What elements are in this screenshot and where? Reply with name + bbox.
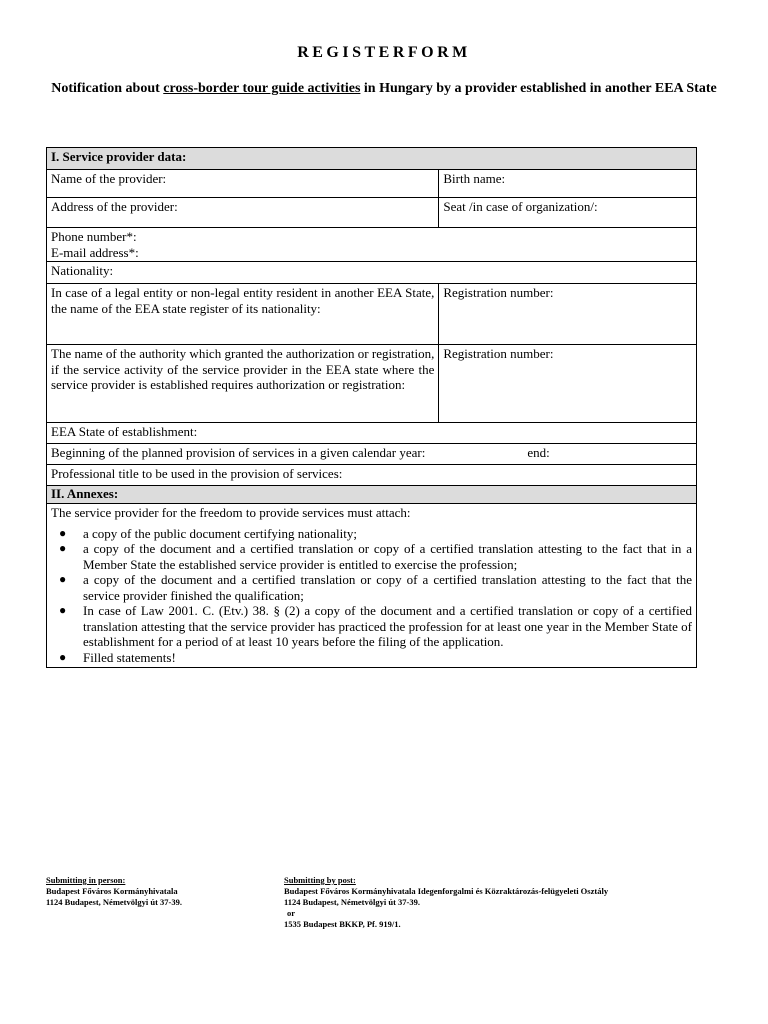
in-person-heading: Submitting in person: xyxy=(46,875,126,885)
annex-item-text: Filled statements! xyxy=(83,649,176,665)
bullet-icon: ● xyxy=(59,572,67,586)
nationality-field[interactable]: Nationality: xyxy=(47,262,697,284)
by-post-po-box: 1535 Budapest BKKP, Pf. 919/1. xyxy=(284,919,401,929)
annex-item xyxy=(59,525,692,542)
form-subtitle xyxy=(40,80,728,97)
by-post-or: or xyxy=(287,908,296,918)
annex-item-text: a copy of the public document certifying nationality; xyxy=(83,525,358,541)
in-person-address: 1124 Budapest, Németvölgyi út 37-39. xyxy=(46,897,182,907)
service-period-field[interactable] xyxy=(47,444,697,465)
in-person-office: Budapest Főváros Kormányhivatala xyxy=(46,886,178,896)
annex-item xyxy=(59,572,692,603)
seat-field[interactable]: Seat /in case of organization/: xyxy=(439,198,697,228)
phone-label: Phone number*: xyxy=(51,229,137,244)
by-post-heading: Submitting by post: xyxy=(284,875,356,885)
birth-name-field[interactable]: Birth name: xyxy=(439,170,697,198)
authority-field[interactable]: The name of the authority which granted the authorization or registration, if the service activity of the service provider in the EEA state where the service provider is established requires authorization or registration: xyxy=(47,345,439,423)
registration-number-field-2[interactable]: Registration number: xyxy=(439,345,697,423)
annex-item-text: a copy of the document and a certified translation or copy of a certified translation attesting to the fact that the service provider finished the qualification; xyxy=(83,572,692,603)
form-title: REGISTERFORM xyxy=(297,44,471,61)
bullet-icon: ● xyxy=(59,649,67,664)
submit-in-person-block xyxy=(46,875,266,908)
contact-field[interactable] xyxy=(47,228,697,262)
subtitle-underlined: cross-border tour guide activities xyxy=(163,81,361,96)
section-2-header: II. Annexes: xyxy=(47,486,697,504)
annexes-cell xyxy=(47,504,697,668)
bullet-icon: ● xyxy=(59,603,67,617)
by-post-address: 1124 Budapest, Németvölgyi út 37-39. xyxy=(284,897,420,907)
professional-title-field[interactable]: Professional title to be used in the provision of services: xyxy=(47,465,697,486)
end-label: end: xyxy=(527,445,550,460)
eea-register-field[interactable]: In case of a legal entity or non-legal entity resident in another EEA State, the name of the EEA state register of its nationality: xyxy=(47,284,439,345)
email-label: E-mail address*: xyxy=(51,244,139,260)
annexes-intro: The service provider for the freedom to provide services must attach: xyxy=(51,505,411,520)
annex-item-text: a copy of the document and a certified translation or copy of a certified translation attesting to the fact that in a Member State the established service provider is entitled to exercise the profession; xyxy=(83,541,692,572)
service-provider-form-table xyxy=(46,147,697,668)
registration-number-field-1[interactable]: Registration number: xyxy=(439,284,697,345)
eea-state-field[interactable]: EEA State of establishment: xyxy=(47,423,697,444)
annex-item xyxy=(59,541,692,572)
bullet-icon: ● xyxy=(59,525,67,540)
annex-item xyxy=(59,649,692,666)
annexes-list xyxy=(51,526,692,666)
subtitle-pre: Notification about xyxy=(51,81,164,96)
beginning-label: Beginning of the planned provision of services in a given calendar year: xyxy=(51,445,426,460)
by-post-office: Budapest Főváros Kormányhivatala Idegenforgalmi és Közraktározás-felügyeleti Osztály xyxy=(284,886,609,896)
submit-by-post-block xyxy=(284,875,724,930)
subtitle-post: in Hungary by a provider established in another EEA State xyxy=(360,81,717,96)
provider-name-field[interactable]: Name of the provider: xyxy=(47,170,439,198)
annex-item-text: In case of Law 2001. C. (Etv.) 38. § (2) a copy of the document and a certified translation or copy of a certified translation attesting that the service provider has practiced the profession for at least one year in the Member State of establishment for a period of at least 10 years before the filing of the application. xyxy=(83,603,692,649)
section-1-header: I. Service provider data: xyxy=(47,148,697,170)
annex-item xyxy=(59,603,692,650)
provider-address-field[interactable]: Address of the provider: xyxy=(47,198,439,228)
bullet-icon: ● xyxy=(59,541,67,555)
